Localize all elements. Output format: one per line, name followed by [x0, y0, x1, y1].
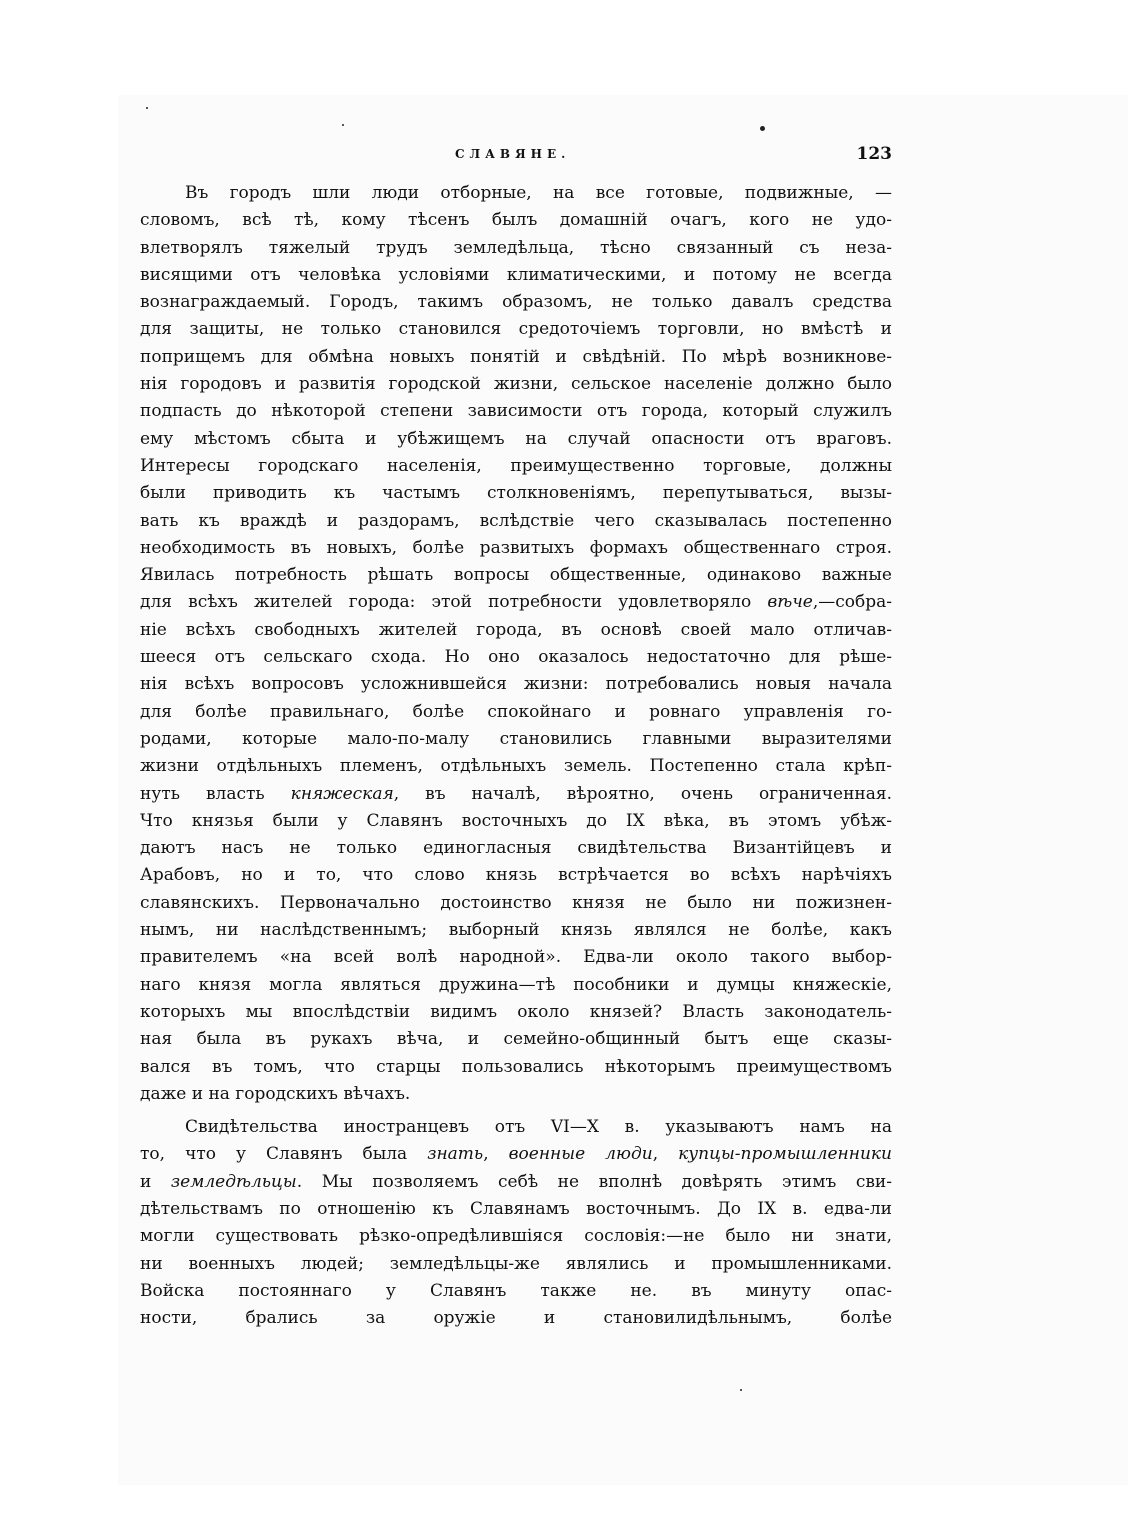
text-line [140, 944, 892, 971]
text-segment: и [140, 1171, 171, 1192]
text-segment: нія городовъ и развитія городской жизни, сельское населеніе должно было [140, 374, 892, 395]
text-segment: нія всѣхъ вопросовъ усложнившейся жизни: потребовались новыя начала [140, 674, 892, 695]
text-segment: ная была въ рукахъ вѣча, и семейно-общинный бытъ еще сказы- [140, 1029, 892, 1050]
text-segment: даже и на городскихъ вѣчахъ. [140, 1083, 411, 1104]
text-segment: нымъ, ни наслѣдственнымъ; выборный князь являлся не болѣе, какъ [140, 920, 892, 941]
text-line [140, 1305, 892, 1332]
text-line [140, 1026, 892, 1053]
text-segment: . Мы позволяемъ себѣ не вполнѣ довѣрять этимъ сви- [296, 1171, 893, 1192]
text-line [140, 589, 892, 616]
italic-term: знать [427, 1144, 484, 1165]
page-header [140, 144, 892, 166]
text-line [140, 344, 892, 371]
text-segment: Явилась потребность рѣшать вопросы общественные, одинаково важные [140, 565, 892, 586]
text-segment: , [483, 1144, 509, 1165]
text-segment: которыхъ мы впослѣдствіи видимъ около князей? Власть законодатель- [140, 1001, 892, 1022]
text-line [140, 808, 892, 835]
text-segment: правителемъ «на всей волѣ народной». Едва-ли около такого выбор- [140, 947, 892, 968]
text-segment: словомъ, всѣ тѣ, кому тѣсенъ былъ домашній очагъ, кого не удо- [140, 210, 892, 231]
text-line [140, 1141, 892, 1168]
text-segment: славянскихъ. Первоначально достоинство князя не было ни пожизнен- [140, 892, 892, 913]
text-segment: родами, которые мало-по-малу становились главными выразителями [140, 728, 892, 749]
text-segment: вать къ враждѣ и раздорамъ, вслѣдствіе чего сказывалась постепенно [140, 510, 892, 531]
text-line [140, 180, 892, 207]
text-segment: висящими отъ человѣка условіями климатическими, и потому не всегда [140, 264, 892, 285]
text-segment: влетворялъ тяжелый трудъ земледѣльца, тѣсно связанный съ неза- [140, 237, 892, 258]
running-title: СЛАВЯНЕ. [455, 147, 571, 161]
text-line [140, 289, 892, 316]
text-segment: ему мѣстомъ сбыта и убѣжищемъ на случай опасности отъ враговъ. [140, 428, 892, 449]
text-segment: шееся отъ сельскаго схода. Но оно оказалось недостаточно для рѣше- [140, 647, 892, 668]
ink-speck [146, 107, 148, 109]
text-line [140, 671, 892, 698]
text-segment: Свидѣтельства иностранцевъ отъ VI—X в. указываютъ намъ на [185, 1117, 892, 1138]
text-line [140, 398, 892, 425]
ink-speck [740, 1389, 742, 1391]
text-segment: для болѣе правильнаго, болѣе спокойнаго и ровнаго управленія го- [140, 701, 892, 722]
text-segment: Въ городъ шли люди отборные, на все готовые, подвижные, — [185, 183, 892, 203]
text-segment: дѣльнымъ, болѣе [697, 1308, 892, 1329]
text-line [140, 371, 892, 398]
body-text [140, 180, 892, 1332]
text-line [140, 644, 892, 671]
text-line [140, 480, 892, 507]
text-segment: поприщемъ для обмѣна новыхъ понятій и свѣдѣній. По мѣрѣ возникнове- [140, 346, 892, 367]
text-segment: Интересы городскаго населенія, преимущественно торговые, должны [140, 455, 892, 476]
text-line [140, 617, 892, 644]
page-number: 123 [856, 144, 892, 164]
text-segment: жизни отдѣльныхъ племенъ, отдѣльныхъ земель. Постепенно стала крѣп- [140, 756, 892, 777]
text-segment: наго князя могла являться дружина—тѣ пособники и думцы княжескіе, [140, 974, 892, 995]
text-segment: Что князья были у Славянъ восточныхъ до IX вѣка, въ этомъ убѣж- [140, 810, 892, 831]
italic-term: княжеская [290, 783, 394, 804]
text-line [140, 753, 892, 780]
text-segment: . въ минуту опас- [651, 1280, 892, 1301]
text-segment: могли существовать рѣзко-опредѣлившіяся сословія:—не было ни знати, [140, 1226, 892, 1247]
text-line [140, 1054, 892, 1081]
italic-term: вѣче [767, 592, 813, 613]
text-segment: даютъ насъ не только единогласныя свидѣтельства Византійцевъ и [140, 838, 892, 859]
text-segment: Арабовъ, но и то, что слово князь встрѣчается во всѣхъ нарѣчіяхъ [140, 865, 892, 886]
text-line [140, 235, 892, 262]
text-line [140, 917, 892, 944]
text-line [140, 890, 892, 917]
text-segment: , [652, 1144, 679, 1165]
text-line [140, 426, 892, 453]
text-line [140, 862, 892, 889]
text-segment: необходимость въ новыхъ, болѣе развитыхъ формахъ общественнаго строя. [140, 537, 892, 558]
text-segment: ніе всѣхъ свободныхъ жителей города, въ основѣ своей мало отличав- [140, 619, 892, 640]
text-segment: то, что у Славянъ была [140, 1144, 428, 1165]
text-line [140, 835, 892, 862]
text-line [140, 699, 892, 726]
text-segment: подпасть до нѣкоторой степени зависимости отъ города, который служилъ [140, 401, 892, 422]
italic-term: купцы-промышленники [678, 1144, 892, 1165]
text-line [140, 562, 892, 589]
text-line [140, 972, 892, 999]
text-line [140, 262, 892, 289]
text-line [140, 726, 892, 753]
text-line [140, 316, 892, 343]
text-line [140, 1196, 892, 1223]
text-segment: для всѣхъ жителей города: этой потребности удовлетворяло [140, 592, 768, 613]
italic-term: военные люди [508, 1144, 653, 1165]
text-line [140, 453, 892, 480]
text-segment: были приводить къ частымъ столкновеніямъ, перепутываться, вызы- [140, 483, 892, 504]
text-segment: нуть власть [140, 783, 291, 804]
text-line [140, 1278, 892, 1305]
text-line [140, 207, 892, 234]
text-line [140, 1114, 892, 1141]
text-segment: ни военныхъ людей; земледѣльцы-же являлись и промышленниками. [140, 1253, 892, 1274]
italic-term: земледѣльцы [170, 1171, 297, 1192]
text-line [140, 999, 892, 1026]
text-line [140, 1081, 892, 1108]
text-line [140, 781, 892, 808]
text-segment: Войска постояннаго у Славянъ также не [140, 1280, 652, 1301]
text-segment: для защиты, не только становился средоточіемъ торговли, но вмѣстѣ и [140, 319, 892, 340]
text-segment: дѣтельствамъ по отношенію къ Славянамъ восточнымъ. До IX в. едва-ли [140, 1198, 892, 1219]
text-segment: , въ началѣ, вѣроятно, очень ограниченная. [393, 783, 892, 804]
ink-speck [342, 124, 344, 126]
text-line [140, 535, 892, 562]
ink-speck [760, 126, 765, 131]
text-line [140, 1223, 892, 1250]
text-line [140, 1251, 892, 1278]
text-segment: ,—собра- [812, 592, 892, 613]
text-segment: ности, брались за оружіе и становили [140, 1308, 698, 1329]
text-line [140, 1169, 892, 1196]
text-segment: вознаграждаемый. Городъ, такимъ образомъ, не только давалъ средства [140, 292, 892, 313]
text-line [140, 508, 892, 535]
text-segment: вался въ томъ, что старцы пользовались нѣкоторымъ преимуществомъ [140, 1056, 892, 1077]
